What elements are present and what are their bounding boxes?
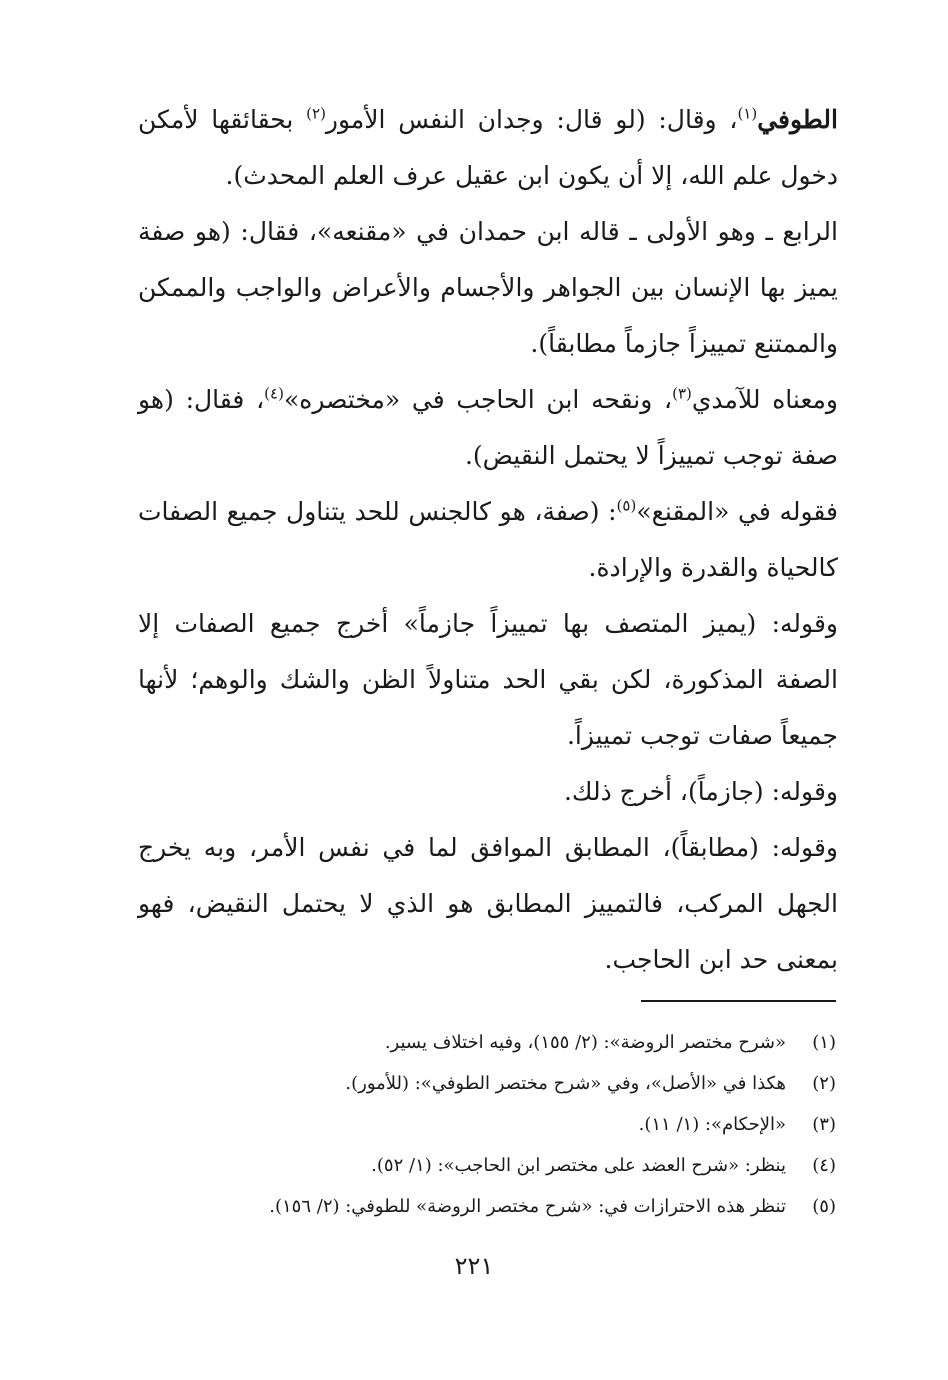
footnote-number: (٤): [812, 1155, 836, 1176]
main-text: [138, 92, 838, 988]
paragraph-1-text-a: ، وقال: (لو قال: وجدان النفس الأمور: [325, 105, 738, 134]
footnote-number: (٣): [812, 1114, 836, 1135]
footnote-ref-3: (٣): [672, 384, 692, 403]
paragraph-4-text-a: فقوله في «المقنع»: [636, 497, 838, 526]
footnote-5: [136, 1186, 836, 1227]
paragraph-1-text-b: بحقائقها لأمكن دخول علم الله، إلا أن يكون ابن عقيل عرف العلم المحدث).: [138, 105, 838, 190]
paragraph-5: وقوله: (يميز المتصف بها تمييزاً جازماً» أخرج جميع الصفات إلا الصفة المذكورة، لكن بقي الحد متناولاً الظن والشك والوهم؛ لأنها جميعاً صفات توجب تمييزاً.: [138, 609, 838, 750]
footnote-number: (٥): [812, 1196, 836, 1217]
paragraph-3-text-c: ، فقال: (هو صفة توجب تمييزاً لا يحتمل النقيض).: [138, 385, 838, 470]
footnote-text: ينظر: «شرح العضد على مختصر ابن الحاجب»: (١/ ٥٢).: [371, 1155, 786, 1176]
paragraph-7: وقوله: (مطابقاً)، المطابق الموافق لما في نفس الأمر، وبه يخرج الجهل المركب، فالتمييز المطابق هو الذي لا يحتمل النقيض، فهو بمعنى حد ابن الحاجب.: [138, 833, 838, 974]
footnote-text: «الإحكام»: (١/ ١١).: [638, 1114, 786, 1135]
footnote-separator: [641, 1000, 836, 1002]
paragraph-2: الرابع ـ وهو الأولى ـ قاله ابن حمدان في «مقنعه»، فقال: (هو صفة يميز بها الإنسان بين الجواهر والأجسام والأعراض والواجب والممكن والممتنع تمييزاً جازماً مطابقاً).: [138, 217, 838, 358]
paragraph-4-text-b: : (صفة، هو كالجنس للحد يتناول جميع الصفات كالحياة والقدرة والإرادة.: [138, 497, 838, 582]
footnote-3: [136, 1104, 836, 1145]
footnote-text: «شرح مختصر الروضة»: (٢/ ١٥٥)، وفيه اختلاف يسير.: [384, 1032, 786, 1053]
footnote-4: [136, 1145, 836, 1186]
paragraph-3-text-a: ومعناه للآمدي: [691, 385, 838, 414]
footnote-ref-1: (١): [737, 104, 758, 123]
footnotes: [136, 1022, 836, 1227]
footnote-number: (١): [812, 1032, 836, 1053]
paragraph-1: [138, 92, 838, 204]
paragraph-1-lead-word: الطوفي: [757, 105, 838, 134]
footnote-ref-5: (٥): [616, 496, 637, 515]
footnote-2: [136, 1063, 836, 1104]
footnote-ref-4: (٤): [264, 384, 284, 403]
paragraph-4: [138, 484, 838, 596]
footnote-text: تنظر هذه الاحترازات في: «شرح مختصر الروضة» للطوفي: (٢/ ١٥٦).: [269, 1196, 786, 1217]
footnote-ref-2: (٢): [306, 104, 326, 123]
footnote-1: [136, 1022, 836, 1063]
paragraph-6: وقوله: (جازماً)، أخرج ذلك.: [563, 777, 838, 806]
footnote-number: (٢): [812, 1073, 836, 1094]
paragraph-3: [138, 372, 838, 484]
page-number: ٢٢١: [454, 1252, 494, 1280]
paragraph-3-text-b: ، ونقحه ابن الحاجب في «مختصره»: [283, 385, 673, 414]
footnote-text: هكذا في «الأصل»، وفي «شرح مختصر الطوفي»: (للأمور).: [345, 1073, 786, 1094]
